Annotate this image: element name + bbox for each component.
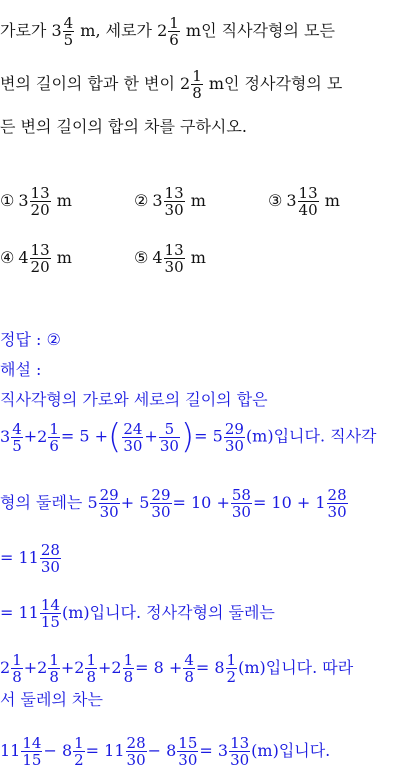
option-2[interactable] bbox=[134, 185, 206, 218]
fraction bbox=[231, 487, 252, 520]
solution-label-text: 해설 : bbox=[0, 360, 42, 379]
solution-text: = 11 bbox=[0, 548, 39, 567]
question-line-2 bbox=[0, 68, 342, 101]
denominator: 8 bbox=[123, 668, 134, 686]
mixed-whole: 2 bbox=[180, 74, 191, 93]
unit: m bbox=[190, 191, 206, 210]
mixed-whole: 2 bbox=[74, 658, 85, 677]
question-text: m인 직사각형의 모든 bbox=[180, 21, 335, 40]
question-line-1 bbox=[0, 15, 335, 48]
option-marker: ⑤ bbox=[134, 248, 149, 267]
numerator: 4 bbox=[12, 419, 22, 438]
denominator: 30 bbox=[230, 751, 250, 769]
numerator: 1 bbox=[49, 419, 59, 438]
operator: = 5 + bbox=[60, 426, 109, 446]
operator: + bbox=[144, 426, 158, 446]
mixed-whole: 2 bbox=[37, 658, 48, 677]
numerator: 13 bbox=[298, 184, 318, 202]
numerator: 4 bbox=[184, 651, 194, 669]
solution-line-4 bbox=[0, 542, 62, 575]
numerator: 1 bbox=[86, 651, 97, 669]
mixed-whole: 3 bbox=[18, 191, 29, 210]
numerator: 1 bbox=[12, 651, 22, 669]
operator: = 5 bbox=[194, 426, 223, 446]
solution-line-7 bbox=[0, 690, 103, 710]
question-line-3 bbox=[0, 117, 247, 137]
numerator: 14 bbox=[40, 596, 60, 614]
numerator: 1 bbox=[123, 651, 134, 669]
fraction bbox=[21, 735, 42, 768]
fraction bbox=[11, 421, 23, 454]
solution-text: (m)입니다. bbox=[251, 741, 331, 760]
numerator: 15 bbox=[178, 734, 198, 752]
mixed-whole: 3 bbox=[286, 191, 297, 210]
denominator: 30 bbox=[224, 436, 244, 455]
fraction bbox=[164, 242, 185, 275]
unit: m bbox=[190, 248, 206, 267]
operator: = 8 + bbox=[135, 658, 183, 677]
numerator: 29 bbox=[224, 419, 244, 438]
fraction bbox=[298, 185, 319, 218]
answer-label: 정답 : bbox=[0, 330, 47, 349]
option-5[interactable] bbox=[134, 242, 206, 275]
fraction bbox=[99, 487, 120, 520]
solution-text: (m)입니다. 직사각 bbox=[245, 426, 377, 446]
fraction bbox=[122, 421, 143, 454]
option-1[interactable] bbox=[0, 185, 72, 218]
denominator: 30 bbox=[327, 503, 347, 521]
fraction bbox=[191, 68, 203, 101]
solution-line-5 bbox=[0, 597, 275, 630]
operator: + bbox=[23, 658, 38, 677]
unit: m bbox=[324, 191, 340, 210]
fraction bbox=[150, 487, 171, 520]
numerator: 1 bbox=[169, 14, 179, 32]
denominator: 5 bbox=[63, 31, 74, 49]
numerator: 5 bbox=[164, 419, 175, 438]
solution-text: 형의 둘레는 5 bbox=[0, 493, 98, 512]
mixed-whole: 2 bbox=[111, 658, 122, 677]
option-4[interactable] bbox=[0, 242, 72, 275]
option-marker: ② bbox=[134, 191, 149, 210]
operator: + bbox=[98, 658, 112, 677]
question-text: m인 정사각형의 모 bbox=[203, 74, 343, 93]
denominator: 6 bbox=[169, 31, 179, 49]
operator: + 5 bbox=[120, 493, 150, 512]
mixed-whole: 4 bbox=[18, 248, 29, 267]
fraction bbox=[40, 597, 61, 630]
denominator: 40 bbox=[298, 201, 318, 219]
denominator: 30 bbox=[231, 503, 251, 521]
denominator: 30 bbox=[178, 751, 198, 769]
denominator: 8 bbox=[184, 668, 194, 686]
fraction bbox=[226, 652, 238, 685]
fraction bbox=[48, 652, 60, 685]
operator: − 8 bbox=[43, 741, 73, 760]
mixed-whole: 4 bbox=[152, 248, 163, 267]
fraction bbox=[229, 735, 250, 768]
fraction bbox=[30, 242, 51, 275]
numerator: 1 bbox=[49, 651, 59, 669]
option-marker: ① bbox=[0, 191, 15, 210]
operator: + bbox=[60, 658, 75, 677]
numerator: 13 bbox=[30, 241, 50, 259]
denominator: 20 bbox=[30, 201, 50, 219]
operator: + bbox=[23, 426, 38, 446]
numerator: 28 bbox=[126, 734, 146, 752]
fraction bbox=[159, 421, 180, 454]
denominator: 5 bbox=[12, 436, 22, 455]
solution-text: (m)입니다. 정사각형의 둘레는 bbox=[61, 603, 275, 622]
denominator: 2 bbox=[74, 751, 84, 769]
unit: m bbox=[56, 191, 72, 210]
denominator: 30 bbox=[40, 558, 60, 576]
solution-text: 직사각형의 가로와 세로의 길이의 합은 bbox=[0, 390, 268, 409]
mixed-whole: 3 bbox=[0, 426, 11, 446]
mixed-whole: 3 bbox=[51, 21, 62, 40]
fraction bbox=[164, 185, 185, 218]
denominator: 15 bbox=[40, 613, 60, 631]
denominator: 30 bbox=[164, 201, 184, 219]
numerator: 24 bbox=[123, 419, 143, 438]
denominator: 30 bbox=[151, 503, 171, 521]
fraction bbox=[85, 652, 97, 685]
solution-text: 서 둘레의 차는 bbox=[0, 690, 103, 709]
fraction bbox=[73, 735, 85, 768]
fraction bbox=[40, 542, 61, 575]
numerator: 4 bbox=[63, 14, 74, 32]
numerator: 13 bbox=[30, 184, 50, 202]
question-text: 변의 길이의 합과 한 변이 bbox=[0, 74, 180, 93]
option-marker: ③ bbox=[268, 191, 283, 210]
mixed-whole: 2 bbox=[0, 658, 11, 677]
option-marker: ④ bbox=[0, 248, 15, 267]
numerator: 14 bbox=[22, 734, 42, 752]
solution-line-3 bbox=[0, 487, 349, 520]
numerator: 1 bbox=[192, 67, 202, 85]
numerator: 13 bbox=[230, 734, 250, 752]
denominator: 30 bbox=[164, 258, 184, 276]
operator: − 8 bbox=[147, 741, 177, 760]
solution-line-6 bbox=[0, 652, 353, 685]
denominator: 6 bbox=[49, 436, 59, 455]
mixed-whole: 2 bbox=[157, 21, 168, 40]
denominator: 20 bbox=[30, 258, 50, 276]
numerator: 13 bbox=[164, 184, 184, 202]
denominator: 30 bbox=[159, 436, 179, 455]
fraction bbox=[183, 652, 195, 685]
numerator: 1 bbox=[74, 734, 84, 752]
fraction bbox=[123, 652, 135, 685]
numerator: 29 bbox=[151, 486, 171, 504]
denominator: 8 bbox=[12, 668, 22, 686]
denominator: 15 bbox=[22, 751, 42, 769]
solution-text: (m)입니다. 따라 bbox=[238, 658, 354, 677]
denominator: 8 bbox=[49, 668, 59, 686]
mixed-whole: 2 bbox=[37, 426, 48, 446]
operator: = 3 bbox=[199, 741, 229, 760]
operator: = 8 bbox=[195, 658, 225, 677]
unit: m bbox=[56, 248, 72, 267]
solution-text: = 11 bbox=[0, 603, 39, 622]
fraction bbox=[327, 487, 348, 520]
fraction bbox=[63, 15, 75, 48]
fraction bbox=[48, 421, 60, 454]
fraction bbox=[126, 735, 147, 768]
denominator: 30 bbox=[99, 503, 119, 521]
numerator: 58 bbox=[231, 486, 251, 504]
fraction bbox=[224, 421, 245, 454]
solution-label bbox=[0, 360, 41, 380]
denominator: 30 bbox=[126, 751, 146, 769]
answer-line bbox=[0, 330, 61, 350]
denominator: 2 bbox=[226, 668, 237, 686]
fraction bbox=[177, 735, 198, 768]
numerator: 13 bbox=[164, 241, 184, 259]
mixed-whole: 3 bbox=[152, 191, 163, 210]
fraction bbox=[11, 652, 23, 685]
solution-line-1 bbox=[0, 390, 268, 410]
fraction bbox=[168, 15, 180, 48]
operator: = 11 bbox=[85, 741, 125, 760]
paren-close: ) bbox=[180, 417, 195, 457]
numerator: 28 bbox=[327, 486, 347, 504]
denominator: 30 bbox=[123, 436, 143, 455]
numerator: 1 bbox=[226, 651, 237, 669]
operator: = 10 + 1 bbox=[252, 493, 326, 512]
denominator: 8 bbox=[192, 84, 202, 102]
numerator: 29 bbox=[99, 486, 119, 504]
answer-value: ② bbox=[46, 330, 61, 349]
numerator: 28 bbox=[40, 541, 60, 559]
solution-line-8 bbox=[0, 735, 330, 768]
solution-line-2 bbox=[0, 417, 377, 457]
question-text: 가로가 bbox=[0, 21, 52, 40]
fraction bbox=[30, 185, 51, 218]
question-text: m, 세로가 bbox=[75, 21, 158, 40]
question-text: 든 변의 길이의 합의 차를 구하시오. bbox=[0, 117, 247, 136]
denominator: 8 bbox=[86, 668, 97, 686]
paren-open: ( bbox=[108, 417, 122, 457]
operator: = 10 + bbox=[172, 493, 230, 512]
option-3[interactable] bbox=[268, 185, 340, 218]
mixed-whole: 11 bbox=[0, 741, 21, 760]
